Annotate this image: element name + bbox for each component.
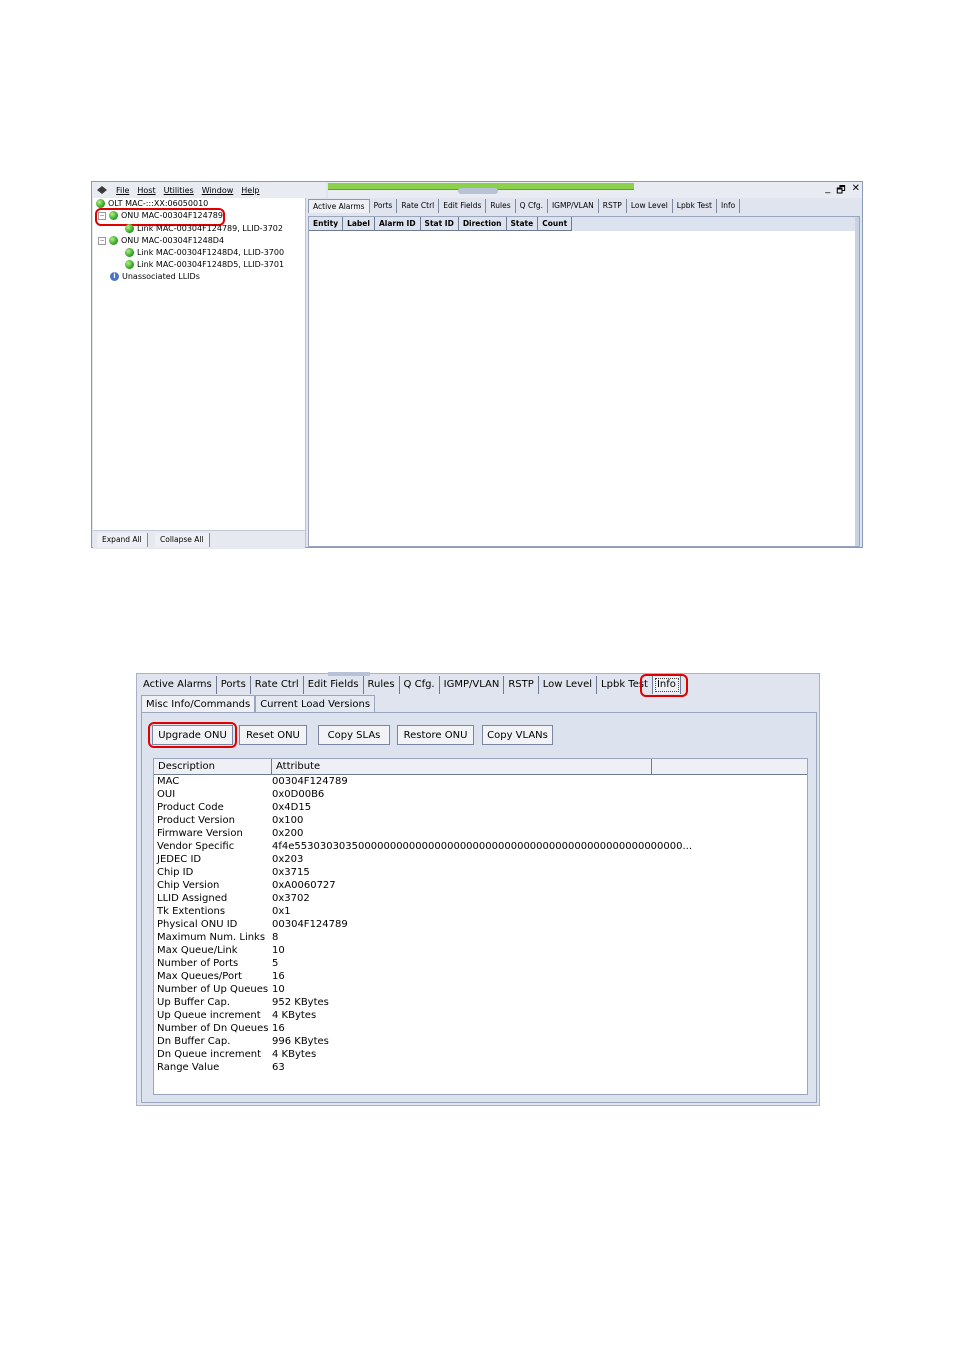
status-ok-icon: [109, 236, 118, 245]
subtab-current-load-versions[interactable]: Current Load Versions: [255, 695, 375, 713]
row-description: Product Version: [157, 815, 235, 826]
detail-pane: [307, 198, 862, 547]
onu-info-panel-window: [136, 673, 820, 1106]
table-row[interactable]: [154, 931, 807, 944]
row-description: Product Code: [157, 802, 224, 813]
collapse-all-button[interactable]: Collapse All: [155, 533, 210, 547]
tab-rules[interactable]: Rules: [486, 199, 515, 213]
row-attribute: 8: [272, 932, 279, 943]
table-row[interactable]: [154, 957, 807, 970]
table-row[interactable]: [154, 905, 807, 918]
tab-rate-ctrl[interactable]: Rate Ctrl: [397, 199, 439, 213]
table-row[interactable]: [154, 970, 807, 983]
tab-strip: [308, 199, 740, 213]
row-attribute: 0x203: [272, 854, 304, 865]
table-row[interactable]: [154, 1009, 807, 1022]
onu-info-table: [153, 758, 808, 1095]
onu-manager-window: [91, 181, 863, 548]
table-row[interactable]: [154, 1048, 807, 1061]
table-row[interactable]: [154, 996, 807, 1009]
status-ok-icon: [96, 199, 105, 208]
tab-lpbk-test[interactable]: Lpbk Test: [597, 676, 653, 694]
row-description: OUI: [157, 789, 176, 800]
misc-info-panel: [141, 712, 817, 1103]
info-rows: [154, 775, 807, 1074]
row-attribute: 0x100: [272, 815, 304, 826]
row-description: Number of Ports: [157, 958, 239, 969]
minimize-icon[interactable]: _: [825, 183, 831, 194]
row-description: Number of Up Queues: [157, 984, 269, 995]
row-attribute: 00304F124789: [272, 919, 348, 930]
status-ok-icon: [125, 224, 134, 233]
row-description: MAC: [157, 776, 180, 787]
tab-lpbk-test[interactable]: Lpbk Test: [673, 199, 717, 213]
menu-window[interactable]: Window: [201, 185, 234, 195]
row-description: Number of Dn Queues: [157, 1023, 269, 1034]
table-row[interactable]: [154, 918, 807, 931]
row-description: JEDEC ID: [157, 854, 202, 865]
row-attribute: 0x4D15: [272, 802, 312, 813]
row-description: Up Buffer Cap.: [157, 997, 231, 1008]
table-row[interactable]: [154, 1035, 807, 1048]
column-header-description[interactable]: Description: [154, 759, 272, 774]
row-attribute: 0x0D00B6: [272, 789, 325, 800]
row-description: Dn Buffer Cap.: [157, 1036, 231, 1047]
row-description: Tk Extentions: [157, 906, 226, 917]
table-row[interactable]: [154, 1061, 807, 1074]
tree-node-onu2[interactable]: [98, 236, 224, 245]
row-attribute: 4 KBytes: [272, 1010, 317, 1021]
row-description: Max Queues/Port: [157, 971, 243, 982]
row-description: Maximum Num. Links: [157, 932, 266, 943]
menu-utilities[interactable]: Utilities: [163, 185, 194, 195]
row-attribute: 16: [272, 971, 285, 982]
subtab-misc-info[interactable]: Misc Info/Commands: [141, 695, 255, 713]
row-attribute: 0x3702: [272, 893, 310, 904]
tree-node-link[interactable]: [125, 248, 284, 257]
tab-strip: [139, 676, 681, 694]
subtab-strip: [141, 695, 375, 713]
tree-node-link[interactable]: [125, 224, 283, 233]
tab-rules[interactable]: Rules: [364, 676, 400, 694]
tree-node-link[interactable]: [125, 260, 284, 269]
tab-active-alarms[interactable]: Active Alarms: [139, 676, 217, 694]
row-attribute: 10: [272, 984, 285, 995]
tab-igmp-vlan[interactable]: IGMP/VLAN: [440, 676, 505, 694]
tab-info[interactable]: Info: [653, 676, 681, 694]
tab-active-alarms[interactable]: Active Alarms: [308, 199, 370, 213]
expand-all-button[interactable]: Expand All: [97, 533, 148, 547]
info-table-header: [154, 759, 807, 775]
tab-rstp[interactable]: RSTP: [504, 676, 538, 694]
status-ok-icon: [125, 248, 134, 257]
scrollbar[interactable]: [855, 217, 859, 546]
tab-rate-ctrl[interactable]: Rate Ctrl: [251, 676, 304, 694]
tab-rstp[interactable]: RSTP: [599, 199, 627, 213]
tab-q-cfg[interactable]: Q Cfg.: [516, 199, 548, 213]
row-description: Physical ONU ID: [157, 919, 238, 930]
tab-q-cfg[interactable]: Q Cfg.: [400, 676, 440, 694]
row-attribute: 4 KBytes: [272, 1049, 317, 1060]
tab-edit-fields[interactable]: Edit Fields: [439, 199, 486, 213]
column-header[interactable]: State: [507, 217, 539, 231]
table-row[interactable]: [154, 801, 807, 814]
row-description: Up Queue increment: [157, 1010, 261, 1021]
table-row[interactable]: [154, 827, 807, 840]
row-attribute: 0x200: [272, 828, 304, 839]
row-description: Dn Queue increment: [157, 1049, 262, 1060]
row-attribute: 63: [272, 1062, 285, 1073]
row-attribute: 10: [272, 945, 285, 956]
row-attribute: 952 KBytes: [272, 997, 329, 1008]
table-row[interactable]: [154, 866, 807, 879]
table-row[interactable]: [154, 814, 807, 827]
row-description: LLID Assigned: [157, 893, 228, 904]
alarm-table-header: [309, 217, 859, 231]
column-header-blank[interactable]: [652, 759, 805, 774]
column-header-attribute[interactable]: Attribute: [272, 759, 652, 774]
tab-low-level[interactable]: Low Level: [627, 199, 673, 213]
table-row[interactable]: [154, 983, 807, 996]
row-attribute: 996 KBytes: [272, 1036, 329, 1047]
table-row[interactable]: [154, 944, 807, 957]
table-row[interactable]: [154, 879, 807, 892]
row-description: Vendor Specific: [157, 841, 235, 852]
row-attribute: 00304F124789: [272, 776, 348, 787]
status-ok-icon: [125, 260, 134, 269]
tab-edit-fields[interactable]: Edit Fields: [304, 676, 364, 694]
tree-label: Unassociated LLIDs: [122, 272, 200, 281]
restore-onu-button[interactable]: Restore ONU: [397, 725, 474, 745]
row-attribute: 4f4e5530303035000000000000000000000000000000000000000000000000000...: [272, 841, 693, 852]
row-attribute: 0x3715: [272, 867, 310, 878]
tree-node-unassociated[interactable]: [110, 272, 200, 281]
tab-igmp-vlan[interactable]: IGMP/VLAN: [548, 199, 599, 213]
column-header[interactable]: Label: [343, 217, 375, 231]
title-strip: [328, 182, 862, 198]
highlight-ring: [640, 674, 688, 697]
tree-node-olt[interactable]: [96, 199, 208, 208]
row-attribute: 16: [272, 1023, 285, 1034]
table-row[interactable]: [154, 853, 807, 866]
tree-button-bar: [93, 530, 305, 549]
collapse-icon[interactable]: −: [99, 211, 105, 219]
row-description: Range Value: [157, 1062, 220, 1073]
device-tree: [93, 198, 306, 547]
collapse-icon[interactable]: −: [99, 236, 105, 244]
info-icon: i: [110, 272, 119, 281]
tree-label: OLT MAC-:::XX:06050010: [108, 199, 209, 208]
table-row[interactable]: [154, 892, 807, 905]
upgrade-onu-button[interactable]: Upgrade ONU: [152, 725, 233, 745]
menu-file[interactable]: File: [116, 185, 130, 195]
table-row[interactable]: [154, 1022, 807, 1035]
tree-label: Link MAC-00304F124789, LLID-3702: [137, 224, 283, 233]
tree-label: ONU MAC-00304F1248D4: [121, 236, 225, 245]
reset-onu-button[interactable]: Reset ONU: [239, 725, 307, 745]
menu-help[interactable]: Help: [241, 185, 260, 195]
table-row[interactable]: [154, 775, 807, 788]
table-row[interactable]: [154, 788, 807, 801]
table-row[interactable]: [154, 840, 807, 853]
column-header[interactable]: Stat ID: [421, 217, 459, 231]
row-description: Chip ID: [157, 867, 194, 878]
tab-info[interactable]: Info: [717, 199, 740, 213]
menu-host[interactable]: Host: [137, 185, 156, 195]
tree-label: Link MAC-00304F1248D4, LLID-3700: [137, 248, 285, 257]
close-icon[interactable]: ✕: [851, 183, 860, 194]
row-description: Firmware Version: [157, 828, 243, 839]
copy-slas-button[interactable]: Copy SLAs: [318, 725, 390, 745]
row-description: Chip Version: [157, 880, 220, 891]
restore-icon[interactable]: 🗗: [836, 185, 846, 196]
tab-ports[interactable]: Ports: [217, 676, 251, 694]
splitter-grip[interactable]: [458, 188, 498, 194]
row-description: Max Queue/Link: [157, 945, 238, 956]
column-header[interactable]: Direction: [459, 217, 507, 231]
row-attribute: 0xA0060727: [272, 880, 336, 891]
tree-label: ONU MAC-00304F124789: [121, 211, 223, 220]
tree-label: Link MAC-00304F1248D5, LLID-3701: [137, 260, 285, 269]
column-header[interactable]: Alarm ID: [375, 217, 421, 231]
tab-low-level[interactable]: Low Level: [539, 676, 597, 694]
tab-ports[interactable]: Ports: [370, 199, 398, 213]
highlight-ring: [148, 722, 237, 748]
alarm-table: [308, 216, 860, 547]
column-header[interactable]: Count: [538, 217, 572, 231]
row-attribute: 5: [272, 958, 279, 969]
row-attribute: 0x1: [272, 906, 291, 917]
copy-vlans-button[interactable]: Copy VLANs: [482, 725, 553, 745]
app-logo-icon: [96, 185, 108, 195]
menu-bar: [92, 182, 326, 198]
column-header[interactable]: Entity: [309, 217, 343, 231]
